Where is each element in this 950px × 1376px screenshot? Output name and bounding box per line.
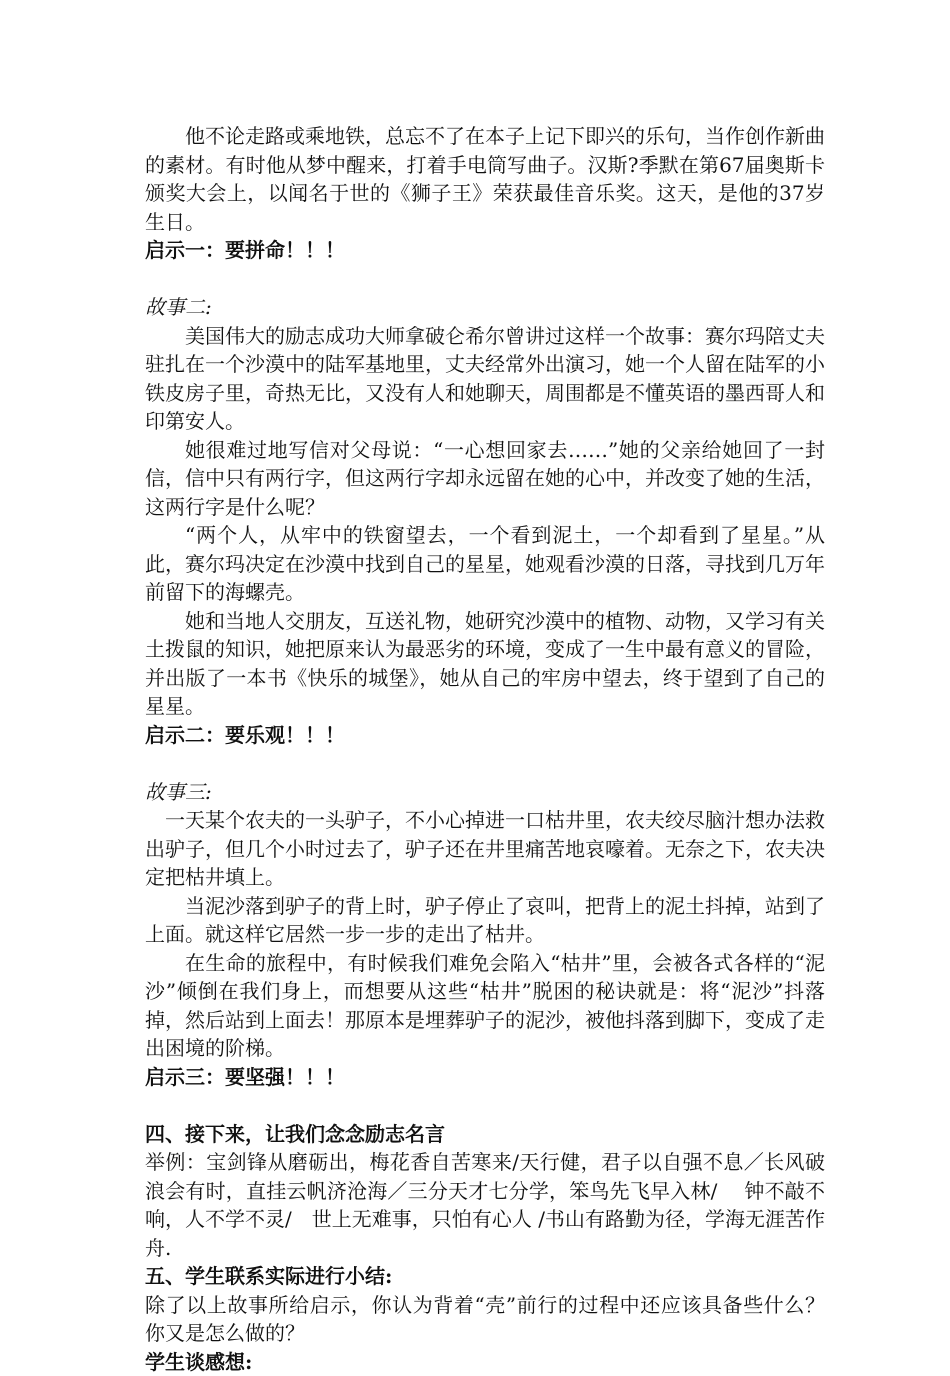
section5-body: 除了以上故事所给启示，你认为背着“壳”前行的过程中还应该具备些什么？你又是怎么做的？ bbox=[145, 1291, 825, 1348]
spacer bbox=[145, 749, 825, 778]
section5-closing: 学生谈感想: bbox=[145, 1348, 825, 1376]
story2-paragraph-2: 她很难过地写信对父母说：“一心想回家去……”她的父亲给她回了一封信，信中只有两行字，但这两行字却永远留在她的心中，并改变了她的生活，这两行字是什么呢？ bbox=[145, 436, 825, 522]
story2-paragraph-1: 美国伟大的励志成功大师拿破仑希尔曾讲过这样一个故事：赛尔玛陪丈夫驻扎在一个沙漠中的陆军基地里，丈夫经常外出演习，她一个人留在陆军的小铁皮房子里，奇热无比，又没有人和她聊天，周围都是不懂英语的墨西哥人和印第安人。 bbox=[145, 322, 825, 436]
story2-heading: 故事二: bbox=[145, 293, 825, 322]
spacer bbox=[145, 265, 825, 294]
story3-paragraph-1: 一天某个农夫的一头驴子，不小心掉进一口枯井里，农夫绞尽脑汁想办法救出驴子，但几个小时过去了，驴子还在井里痛苦地哀嚎着。无奈之下，农夫决定把枯井填上。 bbox=[145, 806, 825, 892]
spacer bbox=[145, 1091, 825, 1120]
section4-heading: 四、接下来，让我们念念励志名言 bbox=[145, 1120, 825, 1149]
story2-paragraph-3: “两个人，从牢中的铁窗望去，一个看到泥土，一个却看到了星星。”从此，赛尔玛决定在沙漠中找到自己的星星，她观看沙漠的日落，寻找到几万年前留下的海螺壳。 bbox=[145, 521, 825, 607]
story1-paragraph: 他不论走路或乘地铁，总忘不了在本子上记下即兴的乐句，当作创作新曲的素材。有时他从梦中醒来，打着手电筒写曲子。汉斯?季默在第67届奥斯卡颁奖大会上，以闻名于世的《狮子王》荣获最佳音乐奖。这天，是他的37岁生日。 bbox=[145, 122, 825, 236]
lesson-one: 启示一：要拼命！！！ bbox=[145, 236, 825, 265]
section5-heading: 五、学生联系实际进行小结: bbox=[145, 1262, 825, 1291]
story3-paragraph-2: 当泥沙落到驴子的背上时，驴子停止了哀叫，把背上的泥土抖掉，站到了上面。就这样它居然一步一步的走出了枯井。 bbox=[145, 892, 825, 949]
story2-paragraph-4: 她和当地人交朋友，互送礼物，她研究沙漠中的植物、动物，又学习有关土拨鼠的知识，她把原来认为最恶劣的环境，变成了一生中最有意义的冒险，并出版了一本书《快乐的城堡》，她从自己的牢房中望去，终于望到了自己的星星。 bbox=[145, 607, 825, 721]
document-page bbox=[145, 122, 825, 1376]
lesson-three: 启示三：要坚强！！！ bbox=[145, 1063, 825, 1092]
section4-body: 举例：宝剑锋从磨砺出，梅花香自苦寒来/天行健，君子以自强不息／长风破浪会有时，直挂云帆济沧海／三分天才七分学，笨鸟先飞早入林/ 钟不敲不响，人不学不灵/ 世上无难事，只怕有心人 /书山有路勤为径，学海无涯苦作舟. bbox=[145, 1148, 825, 1262]
lesson-two: 启示二：要乐观！！！ bbox=[145, 721, 825, 750]
story3-heading: 故事三: bbox=[145, 778, 825, 807]
story3-paragraph-3: 在生命的旅程中，有时候我们难免会陷入“枯井”里，会被各式各样的“泥沙”倾倒在我们身上，而想要从这些“枯井”脱困的秘诀就是：将“泥沙”抖落掉，然后站到上面去！那原本是埋葬驴子的泥沙，被他抖落到脚下，变成了走出困境的阶梯。 bbox=[145, 949, 825, 1063]
